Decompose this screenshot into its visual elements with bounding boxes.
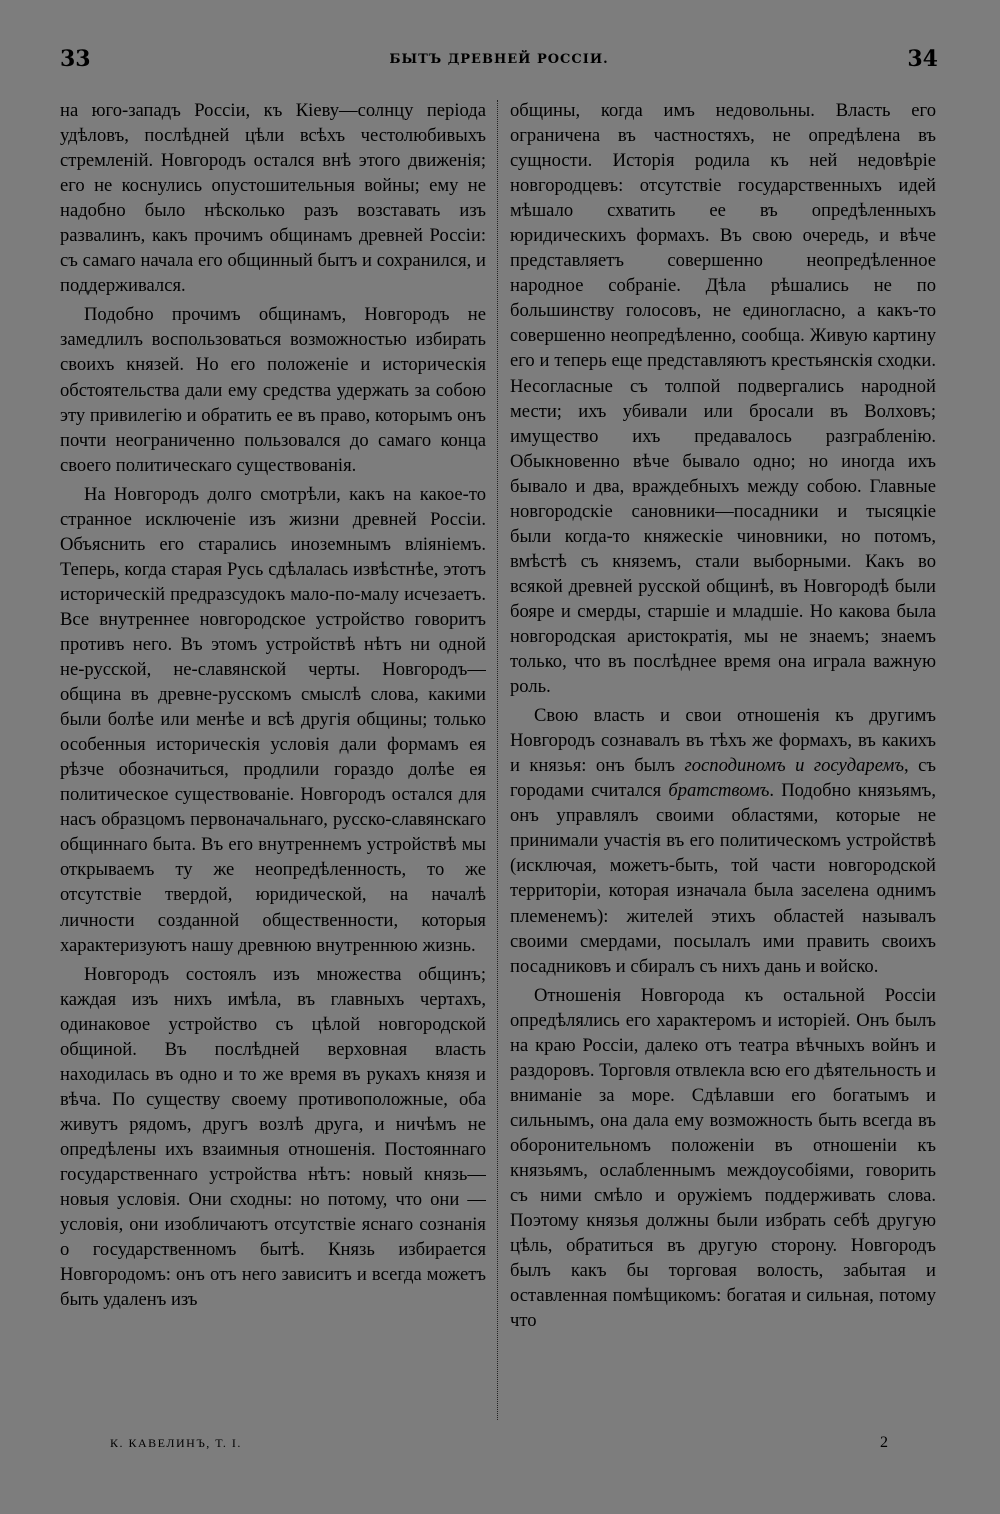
page-number-left: 33 (60, 46, 91, 72)
paragraph: Подобно прочимъ общинамъ, Новгородъ не замедлилъ воспользоваться возможностью избирать своихъ князей. Но его положеніе и историческія обстоятельства дали ему средства удержать за собою эту привилегію и обратить ее въ право, которымъ онъ почти неограниченно пользовался до самаго конца своего политическаго существованія. (60, 304, 486, 476)
text-run: Свою власть и свои отношенія къ другимъ Новгородъ сознавалъ въ тѣхъ же формахъ, въ какихъ и князья: онъ былъ (510, 705, 936, 777)
paragraph: Новгородъ состоялъ изъ множества общинъ; каждая изъ нихъ имѣла, въ главныхъ чертахъ, одинаковое устройство съ цѣлой новгородской общиной. Въ послѣдней верховная власть находилась въ одно и то же время въ рукахъ князя и вѣча. По существу своему противоположные, оба живутъ рядомъ, другъ возлѣ друга, и ничѣмъ не опредѣлены ихъ взаимныя отношенія. Постояннаго государственнаго устройства нѣтъ: новый князь—новыя условія. Они сходны: но потому, что они — условія, они изобличаютъ отсутствіе яснаго сознанія о государственномъ бытѣ. Князь избирается Новгородомъ: онъ отъ него зависитъ и всегда можетъ быть удаленъ изъ (60, 963, 486, 1311)
paragraph (510, 703, 936, 979)
text-run: , съ городами считался (510, 755, 936, 802)
right-column (510, 98, 936, 1438)
running-title: БЫТЪ ДРЕВНЕЙ РОССІИ. (389, 52, 609, 67)
page-footer (110, 1434, 888, 1458)
text-run: . Подобно князьямъ, онъ управлялъ своими областями, которые не принимали участія въ его политическомъ устройствѣ (исключая, можетъ-быть, той части новгородской территоріи, которая изначала была заселена однимъ племенемъ): жителей этихъ областей называлъ своими смердами, посылалъ ими править своихъ посадниковъ и сбиралъ съ нихъ дань и войско. (510, 780, 936, 977)
page-header (60, 46, 938, 80)
paragraph: Отношенія Новгорода къ остальной Россіи опредѣлялись его характеромъ и исторіей. Онъ былъ на краю Россіи, далеко отъ театра вѣчныхъ войнъ и раздоровъ. Торговля отвлекла всю его дѣятельность и вниманіе за море. Сдѣлавши его богатымъ и сильнымъ, она дала ему возможность быть всегда въ оборонительномъ положеніи въ отношеніи къ князьямъ, ослабленнымъ междоусобіями, говорить съ ними смѣло и оружіемъ поддерживать слова. Поэтому князья должны были избрать себѣ другую цѣль, обратиться въ другую сторону. Новгородъ былъ какъ бы торговая волость, забытая и оставленная помѣщикомъ: богатая и сильная, потому что (510, 984, 936, 1332)
sheet-number: 2 (880, 1434, 888, 1451)
page-number-right: 34 (907, 46, 938, 72)
column-divider (497, 100, 499, 1420)
paragraph: На Новгородъ долго смотрѣли, какъ на какое-то странное исключеніе изъ жизни древней Россіи. Объяснить его старались иноземнымъ вліяніемъ. Теперь, когда старая Русь сдѣлалась извѣстнѣе, этотъ историческій предразсудокъ мало-по-малу исчезаетъ. Все внутреннее новгородское устройство говоритъ противъ него. Въ этомъ устройствѣ нѣтъ ни одной не-русской, не-славянской черты. Новгородъ—община въ древне-русскомъ смыслѣ слова, какими были болѣе или менѣе и всѣ другія общины; только особенныя историческія условія дали формамъ ея рѣзче обозначиться, продлили гораздо долѣе ея политическое существованіе. Новгородъ остался для насъ образцомъ первоначальнаго, русско-славянскаго общиннаго быта. Въ его внутреннемъ устройствѣ мы открываемъ ту же неопредѣленность, то же отсутствіе твердой, юридической, на началѣ личности созданной общественности, которыя характеризуютъ нашу древнюю внутреннюю жизнь. (60, 483, 486, 956)
left-column (60, 98, 486, 1438)
italic-term: братствомъ (668, 780, 770, 802)
italic-term: господиномъ и государемъ (684, 755, 905, 777)
printer-signature: К. КАВЕЛИНЪ, Т. I. (110, 1436, 242, 1450)
paragraph: общины, когда имъ недовольны. Власть его ограничена въ частностяхъ, не опредѣлена въ сущности. Исторія родила къ ней недовѣріе новгородцевъ: отсутствіе государственныхъ идей мѣшало схватить ее въ опредѣленныхъ юридическихъ формахъ. Въ свою очередь, и вѣче представляетъ совершенно неопредѣленное народное собраніе. Дѣла рѣшались не по большинству голосовъ, не единогласно, а какъ-то совершенно неопредѣленно, сообща. Живую картину его и теперь еще представляютъ крестьянскія сходки. Несогласные съ толпой подвергались народной мести; ихъ убивали или бросали въ Волховъ; имущество ихъ предавалось разграбленію. Обыкновенно вѣче бывало одно; но иногда ихъ бывало и два, враждебныхъ между собою. Главные новгородскіе сановники—посадники и тысяцкіе были когда-то княжескіе чиновники, но потомъ, вмѣстѣ съ княземъ, стали выборными. Какъ во всякой древней русской общинѣ, въ Новгородѣ были бояре и смерды, старшіе и младшіе. Но какова была новгородская аристократія, мы не знаемъ; знаемъ только, что въ послѣднее время она играла важную роль. (510, 100, 936, 698)
paragraph: на юго-западъ Россіи, къ Кіеву—солнцу періода удѣловъ, послѣдней цѣли всѣхъ честолюбивыхъ стремленій. Новгородъ остался внѣ этого движенія; его не коснулись опустошительныя войны; ему не надобно было нѣсколько разъ возставать изъ развалинъ, какъ прочимъ общинамъ древней Россіи: съ самаго начала его общинный бытъ и сохранился, и поддерживался. (60, 100, 486, 297)
